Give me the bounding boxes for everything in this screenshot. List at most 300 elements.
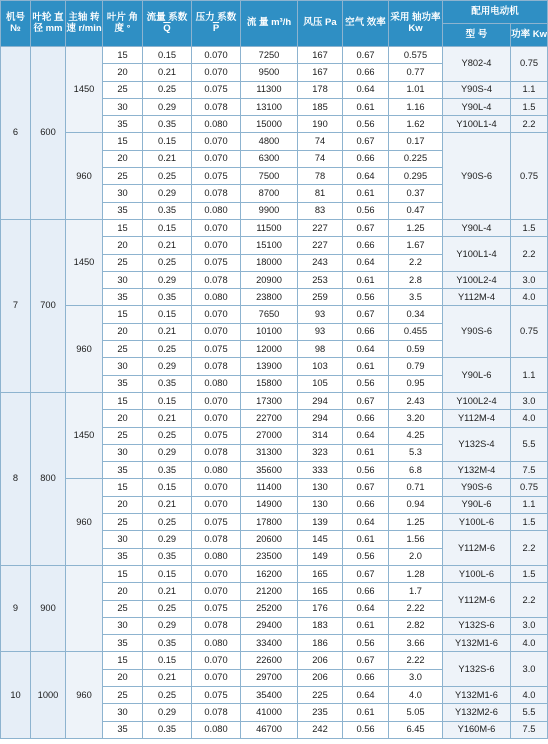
airflow-cell: 15800 xyxy=(241,375,298,392)
spindle-speed-cell: 1450 xyxy=(66,392,103,478)
motor-power-cell: 2.2 xyxy=(511,583,548,618)
shaft-power-cell: 0.79 xyxy=(389,358,443,375)
shaft-power-cell: 0.295 xyxy=(389,168,443,185)
shaft-power-cell: 1.25 xyxy=(389,219,443,236)
efficiency-cell: 0.66 xyxy=(343,237,389,254)
wind-pressure-cell: 235 xyxy=(298,704,343,721)
motor-power-cell: 0.75 xyxy=(511,306,548,358)
blade-angle-cell: 15 xyxy=(103,565,143,582)
motor-power-cell: 5.5 xyxy=(511,427,548,462)
blade-angle-cell: 30 xyxy=(103,98,143,115)
airflow-cell: 22600 xyxy=(241,652,298,669)
efficiency-cell: 0.66 xyxy=(343,583,389,600)
spindle-speed-cell: 960 xyxy=(66,306,103,392)
impeller-diameter-cell: 1000 xyxy=(31,652,66,738)
flow-coefficient-cell: 0.15 xyxy=(143,565,192,582)
header-wind-pressure: 风压 Pa xyxy=(298,1,343,47)
blade-angle-cell: 25 xyxy=(103,427,143,444)
shaft-power-cell: 2.22 xyxy=(389,600,443,617)
airflow-cell: 29700 xyxy=(241,669,298,686)
pressure-coefficient-cell: 0.070 xyxy=(192,237,241,254)
pressure-coefficient-cell: 0.070 xyxy=(192,669,241,686)
motor-model-cell: Y112M-6 xyxy=(443,583,511,618)
wind-pressure-cell: 190 xyxy=(298,116,343,133)
wind-pressure-cell: 314 xyxy=(298,427,343,444)
table-row xyxy=(1,219,548,236)
shaft-power-cell: 2.8 xyxy=(389,271,443,288)
flow-coefficient-cell: 0.25 xyxy=(143,514,192,531)
blade-angle-cell: 15 xyxy=(103,306,143,323)
wind-pressure-cell: 78 xyxy=(298,168,343,185)
shaft-power-cell: 1.7 xyxy=(389,583,443,600)
motor-power-cell: 3.0 xyxy=(511,652,548,687)
header-pressure-coefficient-label: 压力 系数 xyxy=(195,12,237,23)
motor-model-cell: Y802-4 xyxy=(443,47,511,82)
motor-power-cell: 5.5 xyxy=(511,704,548,721)
shaft-power-cell: 1.16 xyxy=(389,98,443,115)
wind-pressure-cell: 227 xyxy=(298,219,343,236)
airflow-cell: 13900 xyxy=(241,358,298,375)
wind-pressure-cell: 294 xyxy=(298,392,343,409)
motor-model-cell: Y132M2-6 xyxy=(443,704,511,721)
flow-coefficient-cell: 0.35 xyxy=(143,462,192,479)
shaft-power-cell: 2.0 xyxy=(389,548,443,565)
motor-power-cell: 4.0 xyxy=(511,289,548,306)
blade-angle-cell: 30 xyxy=(103,271,143,288)
shaft-power-cell: 0.59 xyxy=(389,341,443,358)
header-blade-angle: 叶片 角度 ° xyxy=(103,1,143,47)
airflow-cell: 22700 xyxy=(241,410,298,427)
motor-power-cell: 3.0 xyxy=(511,617,548,634)
blade-angle-cell: 20 xyxy=(103,323,143,340)
spindle-speed-cell: 960 xyxy=(66,652,103,738)
airflow-cell: 18000 xyxy=(241,254,298,271)
flow-coefficient-cell: 0.15 xyxy=(143,479,192,496)
pressure-coefficient-cell: 0.070 xyxy=(192,150,241,167)
flow-coefficient-cell: 0.29 xyxy=(143,704,192,721)
shaft-power-cell: 0.34 xyxy=(389,306,443,323)
flow-coefficient-cell: 0.15 xyxy=(143,652,192,669)
efficiency-cell: 0.64 xyxy=(343,341,389,358)
airflow-cell: 6300 xyxy=(241,150,298,167)
flow-coefficient-cell: 0.25 xyxy=(143,81,192,98)
airflow-cell: 4800 xyxy=(241,133,298,150)
blade-angle-cell: 30 xyxy=(103,704,143,721)
pressure-coefficient-cell: 0.078 xyxy=(192,358,241,375)
flow-coefficient-cell: 0.29 xyxy=(143,358,192,375)
airflow-cell: 33400 xyxy=(241,635,298,652)
blade-angle-cell: 20 xyxy=(103,583,143,600)
flow-coefficient-cell: 0.21 xyxy=(143,583,192,600)
shaft-power-cell: 0.17 xyxy=(389,133,443,150)
blade-angle-cell: 25 xyxy=(103,81,143,98)
airflow-cell: 7250 xyxy=(241,47,298,64)
wind-pressure-cell: 178 xyxy=(298,81,343,98)
motor-power-cell: 2.2 xyxy=(511,116,548,133)
motor-power-cell: 1.1 xyxy=(511,81,548,98)
shaft-power-cell: 3.66 xyxy=(389,635,443,652)
pressure-coefficient-cell: 0.080 xyxy=(192,375,241,392)
impeller-diameter-cell: 800 xyxy=(31,392,66,565)
airflow-cell: 20900 xyxy=(241,271,298,288)
shaft-power-cell: 1.67 xyxy=(389,237,443,254)
shaft-power-cell: 1.01 xyxy=(389,81,443,98)
pressure-coefficient-cell: 0.080 xyxy=(192,202,241,219)
blade-angle-cell: 25 xyxy=(103,254,143,271)
flow-coefficient-cell: 0.35 xyxy=(143,116,192,133)
spindle-speed-cell xyxy=(66,565,103,651)
pressure-coefficient-cell: 0.070 xyxy=(192,64,241,81)
machine-number-cell: 10 xyxy=(1,652,31,738)
efficiency-cell: 0.61 xyxy=(343,617,389,634)
wind-pressure-cell: 145 xyxy=(298,531,343,548)
motor-power-cell: 7.5 xyxy=(511,721,548,738)
motor-model-cell: Y100L2-4 xyxy=(443,392,511,409)
motor-model-cell: Y90L-4 xyxy=(443,98,511,115)
pressure-coefficient-cell: 0.070 xyxy=(192,306,241,323)
machine-number-cell: 9 xyxy=(1,565,31,651)
airflow-cell: 41000 xyxy=(241,704,298,721)
efficiency-cell: 0.67 xyxy=(343,652,389,669)
shaft-power-cell: 2.43 xyxy=(389,392,443,409)
wind-pressure-cell: 93 xyxy=(298,323,343,340)
wind-pressure-cell: 259 xyxy=(298,289,343,306)
shaft-power-cell: 4.25 xyxy=(389,427,443,444)
efficiency-cell: 0.64 xyxy=(343,686,389,703)
blade-angle-cell: 15 xyxy=(103,392,143,409)
pressure-coefficient-cell: 0.078 xyxy=(192,271,241,288)
header-pressure-coefficient xyxy=(192,1,241,47)
efficiency-cell: 0.56 xyxy=(343,289,389,306)
motor-power-cell: 4.0 xyxy=(511,686,548,703)
header-airflow: 流 量 m³/h xyxy=(241,1,298,47)
motor-model-cell: Y112M-4 xyxy=(443,410,511,427)
motor-model-cell: Y100L-6 xyxy=(443,514,511,531)
flow-coefficient-cell: 0.29 xyxy=(143,444,192,461)
table-body xyxy=(1,47,548,739)
airflow-cell: 13100 xyxy=(241,98,298,115)
flow-coefficient-cell: 0.25 xyxy=(143,168,192,185)
efficiency-cell: 0.56 xyxy=(343,635,389,652)
flow-coefficient-cell: 0.35 xyxy=(143,635,192,652)
header-flow-coefficient-label: 流量 系数 xyxy=(146,12,188,23)
flow-coefficient-cell: 0.21 xyxy=(143,496,192,513)
airflow-cell: 46700 xyxy=(241,721,298,738)
flow-coefficient-cell: 0.25 xyxy=(143,254,192,271)
header-impeller-diameter: 叶轮 直径 mm xyxy=(31,1,66,47)
motor-model-cell: Y90S-6 xyxy=(443,306,511,358)
efficiency-cell: 0.61 xyxy=(343,531,389,548)
efficiency-cell: 0.67 xyxy=(343,306,389,323)
motor-power-cell: 1.5 xyxy=(511,514,548,531)
efficiency-cell: 0.67 xyxy=(343,392,389,409)
motor-power-cell: 2.2 xyxy=(511,531,548,566)
wind-pressure-cell: 93 xyxy=(298,306,343,323)
impeller-diameter-cell: 600 xyxy=(31,47,66,220)
blade-angle-cell: 35 xyxy=(103,548,143,565)
header-motor-model: 型 号 xyxy=(443,24,511,47)
spindle-speed-cell: 1450 xyxy=(66,219,103,305)
pressure-coefficient-cell: 0.078 xyxy=(192,531,241,548)
motor-model-cell: Y100L1-4 xyxy=(443,237,511,272)
blade-angle-cell: 35 xyxy=(103,202,143,219)
wind-pressure-cell: 103 xyxy=(298,358,343,375)
motor-model-cell: Y132M1-6 xyxy=(443,635,511,652)
airflow-cell: 11300 xyxy=(241,81,298,98)
blade-angle-cell: 35 xyxy=(103,116,143,133)
shaft-power-cell: 0.94 xyxy=(389,496,443,513)
motor-model-cell: Y90S-6 xyxy=(443,133,511,219)
airflow-cell: 8700 xyxy=(241,185,298,202)
wind-pressure-cell: 83 xyxy=(298,202,343,219)
flow-coefficient-cell: 0.21 xyxy=(143,669,192,686)
wind-pressure-cell: 206 xyxy=(298,652,343,669)
table-row xyxy=(1,565,548,582)
efficiency-cell: 0.61 xyxy=(343,98,389,115)
blade-angle-cell: 25 xyxy=(103,600,143,617)
airflow-cell: 9500 xyxy=(241,64,298,81)
blade-angle-cell: 20 xyxy=(103,237,143,254)
motor-model-cell: Y90L-6 xyxy=(443,358,511,393)
shaft-power-cell: 2.82 xyxy=(389,617,443,634)
efficiency-cell: 0.61 xyxy=(343,444,389,461)
wind-pressure-cell: 98 xyxy=(298,341,343,358)
pressure-coefficient-cell: 0.075 xyxy=(192,686,241,703)
efficiency-cell: 0.64 xyxy=(343,514,389,531)
motor-power-cell: 0.75 xyxy=(511,479,548,496)
airflow-cell: 35400 xyxy=(241,686,298,703)
pressure-coefficient-cell: 0.070 xyxy=(192,583,241,600)
flow-coefficient-cell: 0.15 xyxy=(143,392,192,409)
airflow-cell: 9900 xyxy=(241,202,298,219)
flow-coefficient-cell: 0.21 xyxy=(143,237,192,254)
blade-angle-cell: 30 xyxy=(103,617,143,634)
blade-angle-cell: 25 xyxy=(103,686,143,703)
pressure-coefficient-cell: 0.080 xyxy=(192,462,241,479)
motor-model-cell: Y132S-6 xyxy=(443,652,511,687)
motor-power-cell: 4.0 xyxy=(511,635,548,652)
wind-pressure-cell: 74 xyxy=(298,150,343,167)
motor-model-cell: Y160M-6 xyxy=(443,721,511,738)
motor-model-cell: Y100L-6 xyxy=(443,565,511,582)
flow-coefficient-cell: 0.29 xyxy=(143,531,192,548)
shaft-power-cell: 5.3 xyxy=(389,444,443,461)
spindle-speed-cell: 1450 xyxy=(66,47,103,133)
blade-angle-cell: 35 xyxy=(103,635,143,652)
header-flow-coefficient xyxy=(143,1,192,47)
header-pressure-coefficient-symbol: $\overline{P}$ xyxy=(212,22,220,34)
efficiency-cell: 0.56 xyxy=(343,721,389,738)
motor-model-cell: Y132S-4 xyxy=(443,427,511,462)
blade-angle-cell: 30 xyxy=(103,531,143,548)
spindle-speed-cell: 960 xyxy=(66,479,103,565)
header-machine-no: 机号 № xyxy=(1,1,31,47)
wind-pressure-cell: 167 xyxy=(298,64,343,81)
efficiency-cell: 0.67 xyxy=(343,47,389,64)
airflow-cell: 20600 xyxy=(241,531,298,548)
wind-pressure-cell: 206 xyxy=(298,669,343,686)
pressure-coefficient-cell: 0.075 xyxy=(192,168,241,185)
airflow-cell: 17800 xyxy=(241,514,298,531)
shaft-power-cell: 0.37 xyxy=(389,185,443,202)
pressure-coefficient-cell: 0.070 xyxy=(192,565,241,582)
efficiency-cell: 0.56 xyxy=(343,116,389,133)
pressure-coefficient-cell: 0.070 xyxy=(192,392,241,409)
table-row xyxy=(1,652,548,669)
shaft-power-cell: 0.225 xyxy=(389,150,443,167)
blade-angle-cell: 15 xyxy=(103,652,143,669)
motor-model-cell: Y90S-6 xyxy=(443,479,511,496)
impeller-diameter-cell: 900 xyxy=(31,565,66,651)
blade-angle-cell: 20 xyxy=(103,64,143,81)
efficiency-cell: 0.67 xyxy=(343,565,389,582)
shaft-power-cell: 3.0 xyxy=(389,669,443,686)
airflow-cell: 15100 xyxy=(241,237,298,254)
blade-angle-cell: 30 xyxy=(103,185,143,202)
motor-model-cell: Y132S-6 xyxy=(443,617,511,634)
wind-pressure-cell: 242 xyxy=(298,721,343,738)
efficiency-cell: 0.61 xyxy=(343,358,389,375)
spindle-speed-cell: 960 xyxy=(66,133,103,219)
header-spindle-speed: 主轴 转速 r/min xyxy=(66,1,103,47)
table-row xyxy=(1,47,548,64)
airflow-cell: 11500 xyxy=(241,219,298,236)
shaft-power-cell: 0.95 xyxy=(389,375,443,392)
shaft-power-cell: 4.0 xyxy=(389,686,443,703)
machine-number-cell: 7 xyxy=(1,219,31,392)
wind-pressure-cell: 333 xyxy=(298,462,343,479)
shaft-power-cell: 0.575 xyxy=(389,47,443,64)
wind-pressure-cell: 74 xyxy=(298,133,343,150)
blade-angle-cell: 30 xyxy=(103,444,143,461)
airflow-cell: 31300 xyxy=(241,444,298,461)
pressure-coefficient-cell: 0.078 xyxy=(192,185,241,202)
efficiency-cell: 0.64 xyxy=(343,168,389,185)
pressure-coefficient-cell: 0.070 xyxy=(192,323,241,340)
blade-angle-cell: 20 xyxy=(103,410,143,427)
shaft-power-cell: 6.45 xyxy=(389,721,443,738)
shaft-power-cell: 2.2 xyxy=(389,254,443,271)
flow-coefficient-cell: 0.15 xyxy=(143,219,192,236)
efficiency-cell: 0.66 xyxy=(343,496,389,513)
wind-pressure-cell: 253 xyxy=(298,271,343,288)
flow-coefficient-cell: 0.21 xyxy=(143,323,192,340)
wind-pressure-cell: 294 xyxy=(298,410,343,427)
efficiency-cell: 0.66 xyxy=(343,64,389,81)
flow-coefficient-cell: 0.35 xyxy=(143,375,192,392)
airflow-cell: 12000 xyxy=(241,341,298,358)
flow-coefficient-cell: 0.35 xyxy=(143,289,192,306)
wind-pressure-cell: 130 xyxy=(298,496,343,513)
blade-angle-cell: 15 xyxy=(103,47,143,64)
shaft-power-cell: 0.455 xyxy=(389,323,443,340)
pressure-coefficient-cell: 0.070 xyxy=(192,496,241,513)
shaft-power-cell: 6.8 xyxy=(389,462,443,479)
motor-model-cell: Y112M-6 xyxy=(443,531,511,566)
machine-number-cell: 8 xyxy=(1,392,31,565)
motor-power-cell: 1.1 xyxy=(511,496,548,513)
efficiency-cell: 0.67 xyxy=(343,133,389,150)
shaft-power-cell: 3.5 xyxy=(389,289,443,306)
efficiency-cell: 0.56 xyxy=(343,202,389,219)
blade-angle-cell: 15 xyxy=(103,219,143,236)
flow-coefficient-cell: 0.15 xyxy=(143,133,192,150)
airflow-cell: 21200 xyxy=(241,583,298,600)
airflow-cell: 23500 xyxy=(241,548,298,565)
airflow-cell: 11400 xyxy=(241,479,298,496)
wind-pressure-cell: 183 xyxy=(298,617,343,634)
header-shaft-power: 采用 轴功率 Kw xyxy=(389,1,443,47)
efficiency-cell: 0.64 xyxy=(343,81,389,98)
flow-coefficient-cell: 0.25 xyxy=(143,427,192,444)
efficiency-cell: 0.64 xyxy=(343,254,389,271)
pressure-coefficient-cell: 0.070 xyxy=(192,410,241,427)
motor-power-cell: 3.0 xyxy=(511,392,548,409)
efficiency-cell: 0.56 xyxy=(343,548,389,565)
motor-model-cell: Y100L2-4 xyxy=(443,271,511,288)
shaft-power-cell: 1.62 xyxy=(389,116,443,133)
airflow-cell: 23800 xyxy=(241,289,298,306)
wind-pressure-cell: 227 xyxy=(298,237,343,254)
wind-pressure-cell: 105 xyxy=(298,375,343,392)
pressure-coefficient-cell: 0.080 xyxy=(192,116,241,133)
efficiency-cell: 0.66 xyxy=(343,410,389,427)
efficiency-cell: 0.61 xyxy=(343,704,389,721)
pressure-coefficient-cell: 0.080 xyxy=(192,548,241,565)
flow-coefficient-cell: 0.29 xyxy=(143,271,192,288)
wind-pressure-cell: 185 xyxy=(298,98,343,115)
blade-angle-cell: 20 xyxy=(103,496,143,513)
blade-angle-cell: 25 xyxy=(103,341,143,358)
flow-coefficient-cell: 0.35 xyxy=(143,202,192,219)
blade-angle-cell: 35 xyxy=(103,289,143,306)
efficiency-cell: 0.66 xyxy=(343,669,389,686)
blade-angle-cell: 30 xyxy=(103,358,143,375)
pressure-coefficient-cell: 0.075 xyxy=(192,81,241,98)
flow-coefficient-cell: 0.21 xyxy=(143,410,192,427)
flow-coefficient-cell: 0.35 xyxy=(143,721,192,738)
table-row xyxy=(1,392,548,409)
airflow-cell: 35600 xyxy=(241,462,298,479)
airflow-cell: 29400 xyxy=(241,617,298,634)
blade-angle-cell: 35 xyxy=(103,721,143,738)
motor-power-cell: 1.5 xyxy=(511,98,548,115)
blade-angle-cell: 25 xyxy=(103,514,143,531)
airflow-cell: 17300 xyxy=(241,392,298,409)
blade-angle-cell: 35 xyxy=(103,462,143,479)
motor-power-cell: 4.0 xyxy=(511,410,548,427)
pressure-coefficient-cell: 0.070 xyxy=(192,219,241,236)
motor-power-cell: 0.75 xyxy=(511,47,548,82)
wind-pressure-cell: 139 xyxy=(298,514,343,531)
motor-power-cell: 0.75 xyxy=(511,133,548,219)
shaft-power-cell: 5.05 xyxy=(389,704,443,721)
blade-angle-cell: 15 xyxy=(103,479,143,496)
pressure-coefficient-cell: 0.075 xyxy=(192,254,241,271)
table-row xyxy=(1,306,548,323)
shaft-power-cell: 0.77 xyxy=(389,64,443,81)
pressure-coefficient-cell: 0.070 xyxy=(192,133,241,150)
flow-coefficient-cell: 0.21 xyxy=(143,64,192,81)
efficiency-cell: 0.67 xyxy=(343,219,389,236)
motor-model-cell: Y112M-4 xyxy=(443,289,511,306)
pressure-coefficient-cell: 0.078 xyxy=(192,444,241,461)
motor-power-cell: 3.0 xyxy=(511,271,548,288)
flow-coefficient-cell: 0.15 xyxy=(143,47,192,64)
wind-pressure-cell: 165 xyxy=(298,583,343,600)
shaft-power-cell: 1.28 xyxy=(389,565,443,582)
shaft-power-cell: 2.22 xyxy=(389,652,443,669)
